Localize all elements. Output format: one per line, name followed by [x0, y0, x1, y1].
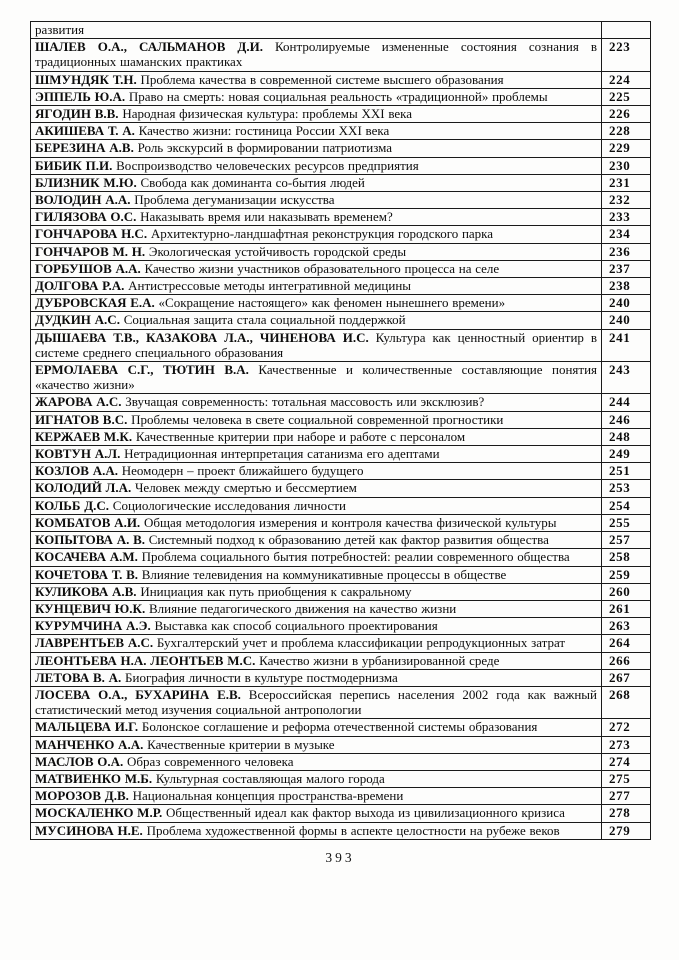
- entry-title: Бухгалтерский учет и проблема классификации репродукционных затрат: [156, 635, 566, 651]
- table-row: [31, 157, 651, 174]
- entry-authors: КОЗЛОВ А.А.: [35, 463, 119, 479]
- table-row: [31, 39, 651, 71]
- entry-page-cell: 273: [602, 736, 651, 753]
- entry-authors: ШАЛЕВ О.А., САЛЬМАНОВ Д.И.: [35, 39, 263, 55]
- entry-page-cell: 263: [602, 618, 651, 635]
- entry-text-cell: [31, 770, 602, 787]
- table-row: [31, 788, 651, 805]
- entry-title: Проблема социального бытия потребностей: реалии современного общества: [141, 549, 570, 565]
- entry-authors: ЛЕОНТЬЕВА Н.А. ЛЕОНТЬЕВ М.С.: [35, 652, 256, 668]
- entry-text-cell: [31, 719, 602, 736]
- table-row: [31, 428, 651, 445]
- entry-title: Качественные критерии в музыке: [147, 736, 335, 752]
- table-row: [31, 719, 651, 736]
- table-row: [31, 226, 651, 243]
- entry-page-cell: 223: [602, 39, 651, 71]
- table-row: [31, 463, 651, 480]
- table-row: [31, 295, 651, 312]
- table-row: [31, 123, 651, 140]
- entry-page-cell: 254: [602, 497, 651, 514]
- table-row: [31, 514, 651, 531]
- entry-title: Архитектурно-ландшафтная реконструкция городского парка: [150, 226, 494, 242]
- entry-title: Проблема дегуманизации искусства: [134, 192, 335, 208]
- entry-authors: МАНЧЕНКО А.А.: [35, 736, 144, 752]
- entry-page-cell: 243: [602, 362, 651, 394]
- entry-text-cell: [31, 635, 602, 652]
- table-row: [31, 243, 651, 260]
- entry-text-cell: [31, 514, 602, 531]
- entry-title: Роль экскурсий в формировании патриотизма: [137, 140, 393, 156]
- entry-text-cell: [31, 39, 602, 71]
- entry-title: развития: [35, 22, 85, 37]
- entry-title: Биография личности в культуре постмодернизма: [125, 669, 398, 685]
- table-row: [31, 192, 651, 209]
- entry-page-cell: 249: [602, 446, 651, 463]
- toc-table: [30, 21, 651, 840]
- entry-page-cell: 241: [602, 329, 651, 361]
- table-row: [31, 329, 651, 361]
- entry-title: Всероссийская перепись населения 2002 года как важный статистический метод изучения социальной антропологии: [35, 686, 597, 718]
- table-row: [31, 174, 651, 191]
- table-row: [31, 209, 651, 226]
- table-row: [31, 635, 651, 652]
- table-row: [31, 566, 651, 583]
- entry-text-cell: [31, 463, 602, 480]
- entry-text-cell: [31, 157, 602, 174]
- entry-text-cell: [31, 88, 602, 105]
- entry-page-cell: 238: [602, 278, 651, 295]
- entry-authors: ГИЛЯЗОВА О.С.: [35, 209, 137, 225]
- entry-page-cell: 246: [602, 411, 651, 428]
- table-row: [31, 260, 651, 277]
- table-row: [31, 22, 651, 39]
- entry-page-cell: 278: [602, 805, 651, 822]
- entry-text-cell: [31, 497, 602, 514]
- entry-page-cell: 261: [602, 600, 651, 617]
- entry-title: Влияние педагогического движения на качество жизни: [149, 600, 457, 616]
- entry-text-cell: [31, 736, 602, 753]
- entry-title: Качество жизни участников образовательного процесса на селе: [144, 260, 500, 276]
- entry-authors: БЕРЕЗИНА А.В.: [35, 140, 134, 156]
- entry-authors: КЕРЖАЕВ М.К.: [35, 428, 133, 444]
- entry-authors: ЭППЕЛЬ Ю.А.: [35, 88, 126, 104]
- entry-title: «Сокращение настоящего» как феномен нынешнего времени»: [158, 295, 506, 311]
- entry-text-cell: [31, 140, 602, 157]
- table-row: [31, 618, 651, 635]
- entry-page-cell: 266: [602, 652, 651, 669]
- entry-text-cell: [31, 106, 602, 123]
- entry-page-cell: 255: [602, 514, 651, 531]
- entry-page-cell: 234: [602, 226, 651, 243]
- entry-page-cell: 237: [602, 260, 651, 277]
- entry-text-cell: [31, 446, 602, 463]
- entry-page-cell: 228: [602, 123, 651, 140]
- entry-page-cell: 279: [602, 822, 651, 839]
- entry-title: Образ современного человека: [127, 753, 294, 769]
- entry-page-cell: 240: [602, 295, 651, 312]
- table-row: [31, 805, 651, 822]
- entry-authors: ДУДКИН А.С.: [35, 312, 120, 328]
- entry-text-cell: [31, 174, 602, 191]
- entry-title: Антистрессовые методы интегративной медицины: [128, 278, 412, 294]
- entry-title: Влияние телевидения на коммуникативные процессы в обществе: [141, 566, 507, 582]
- entry-text-cell: [31, 192, 602, 209]
- entry-page-cell: 230: [602, 157, 651, 174]
- table-row: [31, 549, 651, 566]
- table-row: [31, 480, 651, 497]
- entry-title: Контролируемые измененные состояния сознания в традиционных шаманских практиках: [35, 39, 598, 70]
- table-row: [31, 411, 651, 428]
- entry-authors: КОЧЕТОВА Т. В.: [35, 566, 138, 582]
- entry-title: Воспроизводство человеческих ресурсов предприятия: [116, 157, 419, 173]
- entry-text-cell: [31, 805, 602, 822]
- entry-text-cell: [31, 618, 602, 635]
- entry-text-cell: [31, 209, 602, 226]
- entry-title: Нетрадиционная интерпретация сатанизма его адептами: [124, 446, 440, 462]
- toc-table-body: [31, 22, 651, 840]
- entry-page-cell: 244: [602, 394, 651, 411]
- entry-authors: ДЫШАЕВА Т.В., КАЗАКОВА Л.А., ЧИНЕНОВА И.С.: [35, 329, 369, 345]
- table-row: [31, 446, 651, 463]
- entry-authors: ВОЛОДИН А.А.: [35, 192, 131, 208]
- table-row: [31, 532, 651, 549]
- entry-authors: ГОНЧАРОВ М. Н.: [35, 243, 146, 259]
- entry-title: Право на смерть: новая социальная реальность «традиционной» проблемы: [128, 88, 548, 104]
- entry-page-cell: 264: [602, 635, 651, 652]
- entry-title: Человек между смертью и бессмертием: [134, 480, 357, 496]
- entry-authors: ЛАВРЕНТЬЕВ А.С.: [35, 635, 154, 651]
- entry-authors: МУСИНОВА Н.Е.: [35, 822, 143, 838]
- entry-text-cell: [31, 686, 602, 718]
- entry-authors: ДУБРОВСКАЯ Е.А.: [35, 295, 155, 311]
- table-row: [31, 669, 651, 686]
- entry-authors: БИБИК П.И.: [35, 157, 113, 173]
- entry-authors: КУНЦЕВИЧ Ю.К.: [35, 600, 146, 616]
- entry-page-cell: 226: [602, 106, 651, 123]
- entry-page-cell: 225: [602, 88, 651, 105]
- table-row: [31, 88, 651, 105]
- entry-authors: АКИШЕВА Т. А.: [35, 123, 135, 139]
- entry-page-cell: 236: [602, 243, 651, 260]
- entry-text-cell: [31, 260, 602, 277]
- table-row: [31, 600, 651, 617]
- entry-authors: БЛИЗНИК М.Ю.: [35, 174, 137, 190]
- table-row: [31, 652, 651, 669]
- entry-page-cell: 240: [602, 312, 651, 329]
- entry-text-cell: [31, 600, 602, 617]
- entry-text-cell: [31, 22, 602, 39]
- entry-authors: ГОНЧАРОВА Н.С.: [35, 226, 148, 242]
- entry-page-cell: 277: [602, 788, 651, 805]
- entry-page-cell: 267: [602, 669, 651, 686]
- entry-authors: ШМУНДЯК Т.Н.: [35, 71, 137, 87]
- entry-text-cell: [31, 295, 602, 312]
- entry-page-cell: 272: [602, 719, 651, 736]
- page-number-footer: 393: [325, 849, 355, 865]
- entry-authors: КУРУМЧИНА А.Э.: [35, 618, 151, 634]
- entry-authors: ЛОСЕВА О.А., БУХАРИНА Е.В.: [35, 686, 241, 702]
- entry-title: Звучащая современность: тотальная массовость или эксклюзив?: [125, 394, 485, 410]
- entry-text-cell: [31, 566, 602, 583]
- entry-title: Общественный идеал как фактор выхода из цивилизационного кризиса: [166, 805, 565, 821]
- entry-title: Экологическая устойчивость городской среды: [148, 243, 407, 259]
- entry-page-cell: [602, 22, 651, 39]
- entry-text-cell: [31, 312, 602, 329]
- entry-text-cell: [31, 788, 602, 805]
- entry-authors: МАЛЬЦЕВА И.Г.: [35, 719, 139, 735]
- entry-title: Выставка как способ социального проектирования: [154, 618, 438, 634]
- entry-title: Народная физическая культура: проблемы XXI века: [122, 106, 413, 122]
- entry-page-cell: 257: [602, 532, 651, 549]
- entry-title: Проблема качества в современной системе высшего образования: [140, 71, 504, 87]
- entry-text-cell: [31, 583, 602, 600]
- entry-text-cell: [31, 549, 602, 566]
- table-row: [31, 106, 651, 123]
- entry-text-cell: [31, 394, 602, 411]
- entry-authors: КОСАЧЕВА А.М.: [35, 549, 138, 565]
- entry-authors: ДОЛГОВА Р.А.: [35, 278, 125, 294]
- entry-title: Национальная концепция пространства-времени: [132, 788, 404, 804]
- entry-title: Проблема художественной формы в аспекте целостности на рубеже веков: [146, 822, 560, 838]
- entry-text-cell: [31, 71, 602, 88]
- entry-page-cell: 253: [602, 480, 651, 497]
- entry-authors: КОВТУН А.Л.: [35, 446, 121, 462]
- entry-text-cell: [31, 411, 602, 428]
- table-row: [31, 71, 651, 88]
- entry-title: Неомодерн – проект ближайшего будущего: [121, 463, 364, 479]
- entry-title: Культура как ценностный ориентир в системе среднего специального образования: [35, 329, 597, 360]
- entry-authors: ГОРБУШОВ А.А.: [35, 260, 141, 276]
- entry-page-cell: 229: [602, 140, 651, 157]
- entry-authors: КОЛЬБ Д.С.: [35, 497, 110, 513]
- entry-authors: ЛЕТОВА В. А.: [35, 669, 122, 685]
- entry-title: Наказывать время или наказывать временем?: [140, 209, 393, 225]
- entry-title: Свобода как доминанта со-бытия людей: [140, 174, 365, 190]
- entry-page-cell: 259: [602, 566, 651, 583]
- entry-authors: МАСЛОВ О.А.: [35, 753, 124, 769]
- table-row: [31, 822, 651, 839]
- entry-authors: КОПЫТОВА А. В.: [35, 532, 146, 548]
- entry-title: Качество жизни в урбанизированной среде: [259, 652, 500, 668]
- entry-page-cell: 275: [602, 770, 651, 787]
- entry-authors: ЖАРОВА А.С.: [35, 394, 122, 410]
- table-row: [31, 394, 651, 411]
- entry-text-cell: [31, 669, 602, 686]
- table-row: [31, 770, 651, 787]
- table-row: [31, 736, 651, 753]
- table-row: [31, 362, 651, 394]
- entry-page-cell: 251: [602, 463, 651, 480]
- entry-title: Системный подход к образованию детей как фактор развития общества: [148, 532, 549, 548]
- entry-page-cell: 274: [602, 753, 651, 770]
- entry-text-cell: [31, 226, 602, 243]
- entry-title: Культурная составляющая малого города: [155, 770, 385, 786]
- table-row: [31, 312, 651, 329]
- entry-title: Социологические исследования личности: [112, 497, 346, 513]
- entry-authors: КОЛОДИЙ Л.А.: [35, 480, 132, 496]
- entry-title: Качественные критерии при наборе и работе с персоналом: [135, 428, 466, 444]
- entry-title: Проблемы человека в свете социальной современной прогностики: [131, 411, 504, 427]
- entry-page-cell: 268: [602, 686, 651, 718]
- entry-text-cell: [31, 428, 602, 445]
- entry-authors: ЕРМОЛАЕВА С.Г., ТЮТИН В.А.: [35, 362, 249, 378]
- entry-text-cell: [31, 362, 602, 394]
- entry-text-cell: [31, 753, 602, 770]
- entry-page-cell: 232: [602, 192, 651, 209]
- entry-authors: ЯГОДИН В.В.: [35, 106, 119, 122]
- entry-text-cell: [31, 822, 602, 839]
- entry-text-cell: [31, 329, 602, 361]
- entry-title: Социальная защита стала социальной поддержкой: [123, 312, 406, 328]
- entry-text-cell: [31, 480, 602, 497]
- entry-text-cell: [31, 652, 602, 669]
- table-row: [31, 278, 651, 295]
- entry-page-cell: 233: [602, 209, 651, 226]
- entry-title: Общая методология измерения и контроля качества физической культуры: [143, 514, 557, 530]
- entry-authors: КОМБАТОВ А.И.: [35, 514, 141, 530]
- table-row: [31, 686, 651, 718]
- entry-text-cell: [31, 123, 602, 140]
- entry-title: Инициация как путь приобщения к сакральному: [140, 583, 412, 599]
- entry-text-cell: [31, 532, 602, 549]
- entry-text-cell: [31, 243, 602, 260]
- entry-authors: КУЛИКОВА А.В.: [35, 583, 137, 599]
- table-row: [31, 140, 651, 157]
- entry-page-cell: 231: [602, 174, 651, 191]
- entry-page-cell: 258: [602, 549, 651, 566]
- entry-title: Качественные и количественные составляющие понятия «качество жизни»: [35, 362, 598, 393]
- table-row: [31, 753, 651, 770]
- entry-page-cell: 224: [602, 71, 651, 88]
- entry-authors: ИГНАТОВ В.С.: [35, 411, 128, 427]
- entry-title: Качество жизни: гостиница России XXI века: [138, 123, 390, 139]
- entry-authors: МОРОЗОВ Д.В.: [35, 788, 129, 804]
- entry-page-cell: 248: [602, 428, 651, 445]
- entry-authors: МАТВИЕНКО М.Б.: [35, 770, 153, 786]
- table-row: [31, 583, 651, 600]
- entry-text-cell: [31, 278, 602, 295]
- entry-authors: МОСКАЛЕНКО М.Р.: [35, 805, 163, 821]
- table-row: [31, 497, 651, 514]
- entry-title: Болонское соглашение и реформа отечественной системы образования: [141, 719, 538, 735]
- entry-page-cell: 260: [602, 583, 651, 600]
